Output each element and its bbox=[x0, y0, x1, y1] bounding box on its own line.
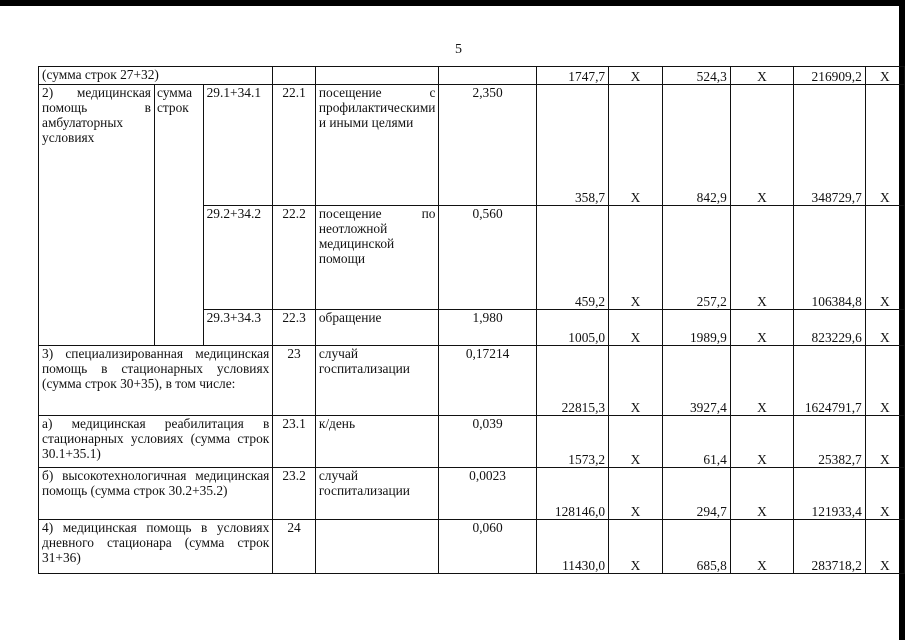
value-cell: 1624791,7 bbox=[794, 346, 866, 416]
row-name: (сумма строк 27+32) bbox=[39, 67, 273, 85]
value-cell: 216909,2 bbox=[794, 67, 866, 85]
row-code: 29.1+34.1 bbox=[203, 85, 273, 206]
value-cell: 1005,0 bbox=[536, 310, 608, 346]
row-name: 3) специализированная медицинская помощь в стационарных условиях (сумма строк 30+35), в том числе: bbox=[39, 346, 273, 416]
page-number: 5 bbox=[455, 42, 462, 57]
value-cell: 685,8 bbox=[662, 520, 730, 574]
value-cell: 257,2 bbox=[662, 206, 730, 310]
table-row bbox=[39, 85, 905, 206]
value-cell: 106384,8 bbox=[794, 206, 866, 310]
row-number: 24 bbox=[273, 520, 316, 574]
row-norm bbox=[439, 67, 536, 85]
value-cell: 128146,0 bbox=[536, 468, 608, 520]
row-code: 29.2+34.2 bbox=[203, 206, 273, 310]
x-cell: X bbox=[865, 468, 904, 520]
x-cell: X bbox=[865, 67, 904, 85]
value-cell: 283718,2 bbox=[794, 520, 866, 574]
x-cell: X bbox=[609, 346, 663, 416]
x-cell: X bbox=[730, 468, 793, 520]
x-cell: X bbox=[609, 206, 663, 310]
value-cell: 823229,6 bbox=[794, 310, 866, 346]
value-cell: 1747,7 bbox=[536, 67, 608, 85]
row-code: 29.3+34.3 bbox=[203, 310, 273, 346]
x-cell: X bbox=[609, 85, 663, 206]
row-norm: 1,980 bbox=[439, 310, 536, 346]
row-number: 23 bbox=[273, 346, 316, 416]
table-row bbox=[39, 67, 905, 85]
x-cell: X bbox=[730, 346, 793, 416]
row-unit: к/день bbox=[315, 416, 439, 468]
value-cell: 11430,0 bbox=[536, 520, 608, 574]
x-cell: X bbox=[730, 206, 793, 310]
table-row bbox=[39, 520, 905, 574]
value-cell: 1989,9 bbox=[662, 310, 730, 346]
row-norm: 0,0023 bbox=[439, 468, 536, 520]
row-sum-label: сумма строк bbox=[154, 85, 203, 346]
value-cell: 121933,4 bbox=[794, 468, 866, 520]
x-cell: X bbox=[609, 416, 663, 468]
x-cell: X bbox=[865, 85, 904, 206]
x-cell: X bbox=[730, 67, 793, 85]
x-cell: X bbox=[609, 310, 663, 346]
row-unit: случай госпитализации bbox=[315, 346, 439, 416]
x-cell: X bbox=[865, 206, 904, 310]
value-cell: 294,7 bbox=[662, 468, 730, 520]
x-cell: X bbox=[865, 346, 904, 416]
row-norm: 0,060 bbox=[439, 520, 536, 574]
row-number: 22.2 bbox=[273, 206, 316, 310]
row-number: 22.3 bbox=[273, 310, 316, 346]
row-unit: посещение по неотложной медицинской помощи bbox=[315, 206, 439, 310]
scan-edge-top bbox=[0, 0, 905, 6]
row-norm: 0,560 bbox=[439, 206, 536, 310]
x-cell: X bbox=[609, 468, 663, 520]
row-norm: 0,039 bbox=[439, 416, 536, 468]
value-cell: 842,9 bbox=[662, 85, 730, 206]
x-cell: X bbox=[865, 520, 904, 574]
value-cell: 1573,2 bbox=[536, 416, 608, 468]
row-number: 22.1 bbox=[273, 85, 316, 206]
row-name: 4) медицинская помощь в условиях дневного стационара (сумма строк 31+36) bbox=[39, 520, 273, 574]
row-name: б) высокотехнологичная медицинская помощь (сумма строк 30.2+35.2) bbox=[39, 468, 273, 520]
x-cell: X bbox=[609, 67, 663, 85]
row-unit: посещение с профилактическими и иными целями bbox=[315, 85, 439, 206]
row-unit bbox=[315, 67, 439, 85]
value-cell: 61,4 bbox=[662, 416, 730, 468]
row-number: 23.1 bbox=[273, 416, 316, 468]
x-cell: X bbox=[865, 310, 904, 346]
x-cell: X bbox=[730, 520, 793, 574]
x-cell: X bbox=[730, 310, 793, 346]
value-cell: 524,3 bbox=[662, 67, 730, 85]
row-unit: случай госпитализации bbox=[315, 468, 439, 520]
x-cell: X bbox=[609, 520, 663, 574]
row-number bbox=[273, 67, 316, 85]
x-cell: X bbox=[730, 416, 793, 468]
row-name: 2) медицинская помощь в амбулаторных условиях bbox=[39, 85, 155, 346]
table-row bbox=[39, 416, 905, 468]
value-cell: 3927,4 bbox=[662, 346, 730, 416]
table-row bbox=[39, 468, 905, 520]
value-cell: 25382,7 bbox=[794, 416, 866, 468]
row-name: а) медицинская реабилитация в стационарных условиях (сумма строк 30.1+35.1) bbox=[39, 416, 273, 468]
x-cell: X bbox=[730, 85, 793, 206]
row-norm: 2,350 bbox=[439, 85, 536, 206]
row-unit: обращение bbox=[315, 310, 439, 346]
row-unit bbox=[315, 520, 439, 574]
cost-table bbox=[38, 66, 905, 574]
table-row bbox=[39, 346, 905, 416]
row-norm: 0,17214 bbox=[439, 346, 536, 416]
x-cell: X bbox=[865, 416, 904, 468]
row-number: 23.2 bbox=[273, 468, 316, 520]
value-cell: 348729,7 bbox=[794, 85, 866, 206]
value-cell: 358,7 bbox=[536, 85, 608, 206]
value-cell: 22815,3 bbox=[536, 346, 608, 416]
value-cell: 459,2 bbox=[536, 206, 608, 310]
